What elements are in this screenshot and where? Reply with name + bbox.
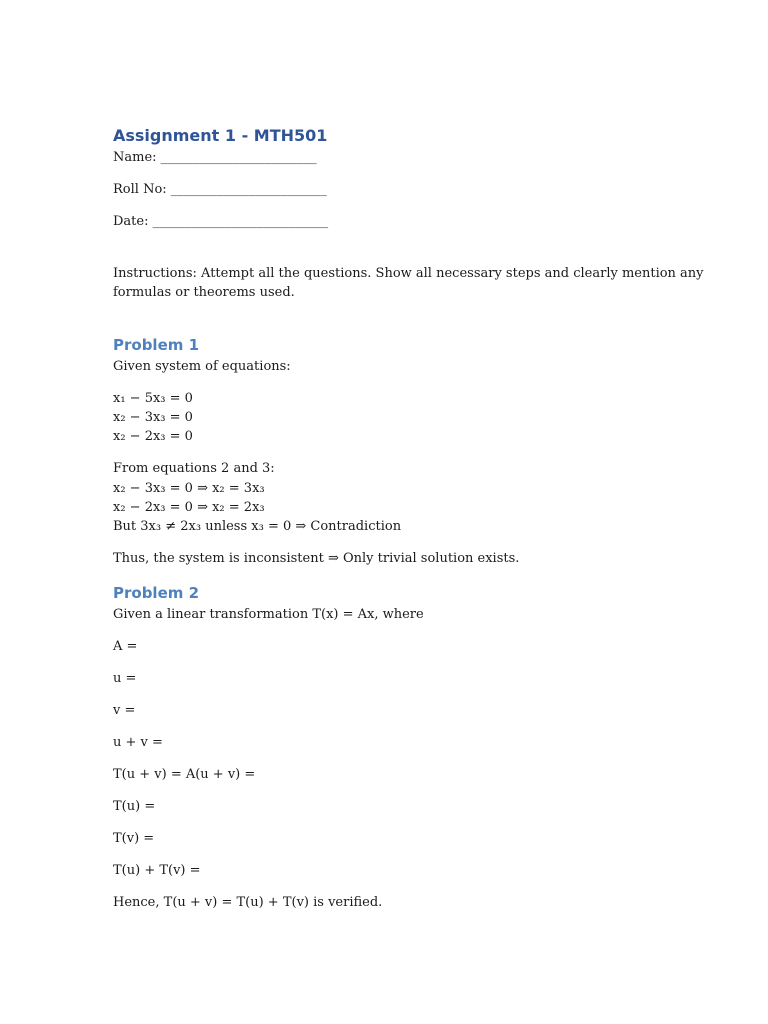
problem-1-intro: Given system of equations: [113,359,291,374]
document-title: Assignment 1 - MTH501 [113,126,328,145]
roll-no-field: Roll No: ________________________ [113,182,327,197]
u-plus-v-line: u + v = [113,735,163,750]
derivation-1: x₂ − 3x₃ = 0 ⇒ x₂ = 3x₃ [113,481,265,496]
from-equations-label: From equations 2 and 3: [113,461,275,476]
matrix-a-line: A = [113,639,138,654]
date-field: Date: ___________________________ [113,214,329,229]
equation-1: x₁ − 5x₃ = 0 [113,391,193,406]
equation-3: x₂ − 2x₃ = 0 [113,429,193,444]
problem-1-heading: Problem 1 [113,336,200,354]
instructions-line-2: formulas or theorems used. [113,285,295,300]
derivation-2: x₂ − 2x₃ = 0 ⇒ x₂ = 2x₃ [113,500,265,515]
problem-1-conclusion: Thus, the system is inconsistent ⇒ Only trivial solution exists. [113,551,520,566]
t-u-line: T(u) = [113,799,156,814]
instructions-line-1: Instructions: Attempt all the questions. Show all necessary steps and clearly mention any [113,266,704,281]
derivation-3: But 3x₃ ≠ 2x₃ unless x₃ = 0 ⇒ Contradiction [113,519,402,534]
vector-u-line: u = [113,671,137,686]
problem-2-conclusion: Hence, T(u + v) = T(u) + T(v) is verified. [113,895,383,910]
problem-2-heading: Problem 2 [113,584,200,602]
equation-2: x₂ − 3x₃ = 0 [113,410,193,425]
t-u-plus-t-v-line: T(u) + T(v) = [113,863,201,878]
problem-2-intro: Given a linear transformation T(x) = Ax, where [113,607,424,622]
t-u-plus-v-line: T(u + v) = A(u + v) = [113,767,256,782]
vector-v-line: v = [113,703,136,718]
t-v-line: T(v) = [113,831,155,846]
name-field: Name: ________________________ [113,150,317,165]
